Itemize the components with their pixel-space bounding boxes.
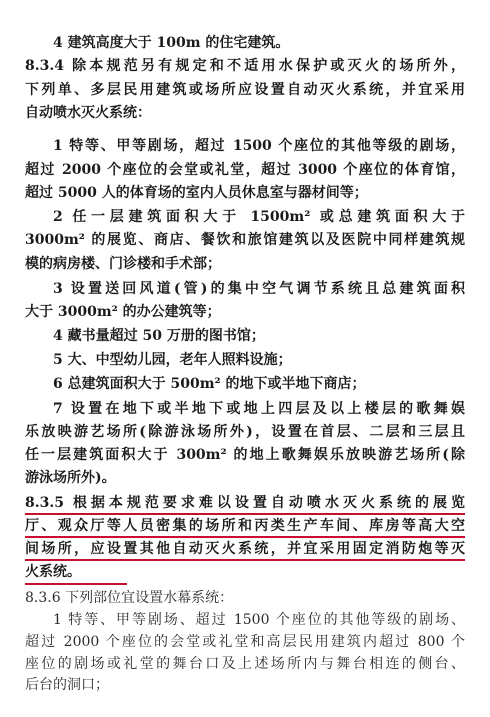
- text-line: 超过 2000 个座位的会堂或礼堂，超过 3000 个座位的体育馆，: [25, 161, 465, 178]
- text-line: 自动喷水灭火系统：: [25, 104, 151, 121]
- text-line: 2 任一层建筑面积大于 1500m² 或总建筑面积大于: [53, 208, 465, 225]
- text-line: 超过 5000 人的体育场的室内人员休息室与器材间等；: [25, 184, 368, 201]
- highlighted-text-line: 间场所，应设置其他自动灭火系统，并宜采用固定消防炮等灭: [25, 541, 465, 558]
- text-line: 座位的剧场或礼堂的舞台口及上述场所内与舞台相连的侧台、: [25, 655, 465, 672]
- text-line: 4 藏书量超过 50 万册的图书馆；: [53, 328, 265, 345]
- text-line: 乐放映游艺场所(除游泳场所外)，设置在首层、二层和三层且: [25, 423, 465, 440]
- highlighted-text-line: 火系统。: [25, 564, 81, 581]
- text-line: 7 设置在地下或半地下或地上四层及以上楼层的歌舞娱: [53, 400, 465, 417]
- text-line: 1 特等、甲等剧场、超过 1500 个座位的其他等级的剧场、: [53, 611, 465, 628]
- red-underline: [25, 559, 465, 561]
- text-line: 超过 2000 个座位的会堂或礼堂和高层民用建筑内超过 800 个: [25, 634, 465, 651]
- red-underline: [25, 513, 465, 515]
- highlighted-text-line: 8.3.5 根据本规范要求难以设置自动喷水灭火系统的展览: [25, 494, 465, 511]
- text-line: 6 总建筑面积大于 500m² 的地下或半地下商店；: [53, 376, 366, 393]
- text-line: 后台的洞口；: [25, 677, 109, 693]
- red-underline: [25, 583, 127, 585]
- text-line: 下列单、多层民用建筑或场所应设置自动灭火系统，并宜采用: [25, 81, 465, 98]
- text-line: 8.3.6 下列部位宜设置水幕系统：: [25, 589, 234, 606]
- text-line: 任一层建筑面积大于 300m² 的地上歌舞娱乐放映游艺场所(除: [25, 447, 465, 464]
- text-line: 游泳场所外)。: [25, 470, 116, 487]
- text-line: 8.3.4 除本规范另有规定和不适用水保护或灭火的场所外，: [25, 58, 465, 75]
- text-line: 3000m² 的展览、商店、餐饮和旅馆建筑以及医院中同样建筑规: [25, 232, 465, 249]
- text-line: 3 设置送回风道(管)的集中空气调节系统且总建筑面积: [53, 280, 465, 297]
- text-line: 4 建筑高度大于 100m 的住宅建筑。: [53, 35, 290, 51]
- text-line: 5 大、中型幼儿园，老年人照料设施；: [53, 352, 292, 369]
- text-line: 模的病房楼、门诊楼和手术部；: [25, 255, 221, 272]
- text-line: 1 特等、甲等剧场，超过 1500 个座位的其他等级的剧场，: [53, 138, 465, 155]
- red-underline: [25, 536, 465, 538]
- highlighted-text-line: 厅、观众厅等人员密集的场所和丙类生产车间、库房等高大空: [25, 517, 465, 534]
- text-line: 大于 3000m² 的办公建筑等；: [25, 303, 221, 320]
